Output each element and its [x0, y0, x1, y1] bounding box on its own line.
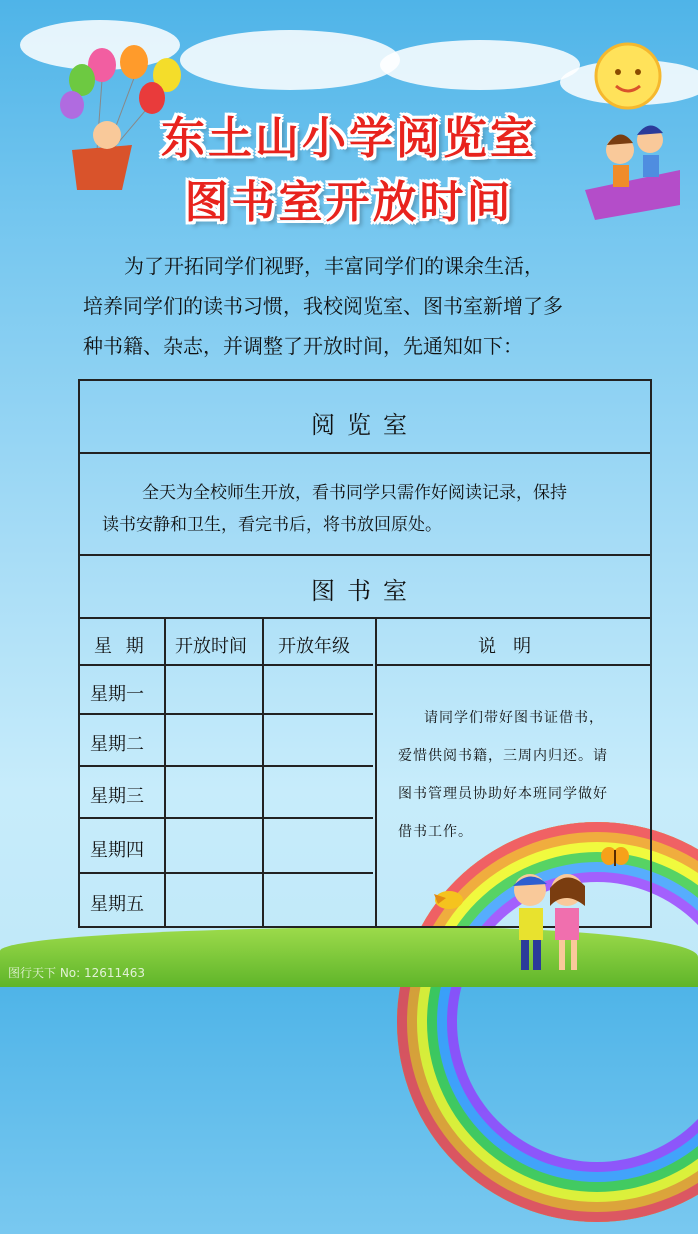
divider — [80, 713, 373, 715]
day-cell: 星期五 — [90, 894, 144, 915]
reading-room-text — [102, 477, 628, 541]
intro-paragraph — [80, 246, 640, 366]
intro-line: 为了开拓同学们视野，丰富同学们的课余生活， — [124, 254, 544, 278]
cloud — [380, 40, 580, 90]
page-title-line1: 东土山小学阅览室 — [161, 113, 537, 164]
col-header-hours: 开放时间 — [175, 636, 247, 657]
children-icon — [505, 868, 595, 978]
library-heading: 图书室 — [311, 577, 419, 605]
library-note — [398, 699, 642, 851]
reading-room-heading: 阅览室 — [311, 411, 419, 439]
intro-line: 培养同学们的读书习惯，我校阅览室、图书室新增了多 — [83, 294, 563, 318]
day-cell: 星期一 — [90, 684, 144, 705]
day-cell: 星期四 — [90, 840, 144, 861]
divider — [80, 765, 373, 767]
col-line — [262, 617, 264, 928]
col-line — [164, 617, 166, 928]
divider — [80, 452, 650, 454]
watermark: 图行天下 No: 12611463 — [8, 966, 146, 980]
divider — [80, 872, 373, 874]
col-header-note: 说 明 — [478, 636, 532, 657]
col-line — [375, 617, 377, 928]
cloud — [180, 30, 400, 90]
reading-room-line: 读书安静和卫生，看完书后，将书放回原处。 — [102, 515, 442, 535]
note-line: 借书工作。 — [398, 824, 473, 840]
col-header-grade: 开放年级 — [278, 636, 350, 657]
schedule-box — [78, 379, 652, 928]
note-line: 爱惜供阅书籍，三周内归还。请 — [398, 748, 608, 764]
day-cell: 星期三 — [90, 786, 144, 807]
butterfly-icon — [600, 846, 630, 870]
day-cell: 星期二 — [90, 734, 144, 755]
reading-room-line: 全天为全校师生开放，看书同学只需作好阅读记录，保持 — [142, 483, 567, 503]
divider — [375, 664, 650, 666]
note-line: 图书管理员协助好本班同学做好 — [398, 786, 608, 802]
page-title-line2: 图书室开放时间 — [184, 177, 514, 228]
divider — [80, 554, 650, 556]
note-line: 请同学们带好图书证借书， — [424, 710, 604, 726]
divider — [80, 817, 373, 819]
intro-line: 种书籍、杂志，并调整了开放时间，先通知如下： — [83, 334, 523, 358]
col-header-day: 星 期 — [94, 636, 148, 657]
bird-icon — [432, 886, 466, 912]
divider — [80, 664, 373, 666]
